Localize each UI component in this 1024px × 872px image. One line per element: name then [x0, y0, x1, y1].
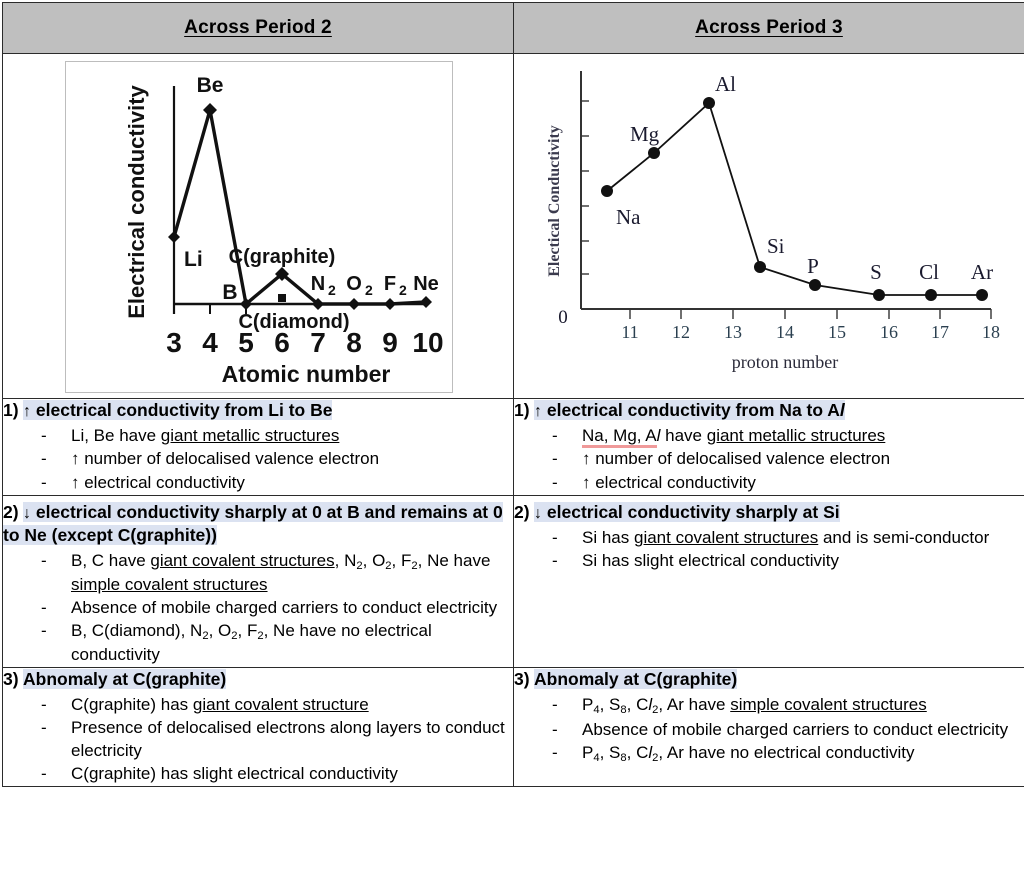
svg-text:9: 9	[382, 327, 398, 358]
bullet-text-tail: and is semi-conductor	[818, 528, 990, 548]
svg-text:Ar: Ar	[970, 260, 994, 284]
point-1-right-bullets	[514, 425, 1024, 494]
point-1-left-cell	[3, 399, 514, 496]
list-item	[514, 425, 1024, 447]
svg-text:6: 6	[274, 327, 290, 358]
svg-text:Al: Al	[715, 72, 736, 96]
svg-text:10: 10	[412, 327, 444, 358]
svg-text:Si: Si	[767, 234, 785, 258]
header-cell-period-3	[514, 3, 1024, 54]
list-item	[514, 472, 1024, 494]
svg-text:2: 2	[365, 282, 373, 298]
dash-bullet-icon: -	[552, 743, 558, 763]
period-3-chart-image-frame	[522, 60, 1018, 394]
bullet-underlined-term-2: simple covalent structures	[71, 574, 268, 594]
svg-text:12: 12	[672, 322, 690, 342]
bullet-text: have	[660, 426, 707, 446]
svg-text:4: 4	[202, 327, 218, 358]
svg-text:Electical Conductivity: Electical Conductivity	[546, 125, 563, 277]
svg-text:C(graphite): C(graphite)	[228, 246, 336, 268]
bullet-underlined-term: giant covalent structure	[192, 695, 369, 715]
svg-text:Na: Na	[616, 205, 641, 229]
list-item	[514, 527, 1024, 549]
heading-highlight	[534, 400, 845, 420]
dash-bullet-icon: -	[552, 719, 558, 739]
period-3-conductivity-chart	[523, 61, 1015, 391]
svg-text:13: 13	[724, 322, 742, 342]
point-3-right-heading	[514, 668, 1024, 691]
bullet-text: Si has	[582, 528, 634, 548]
list-item	[3, 448, 513, 470]
bullet-text: ↑ electrical conductivity	[71, 472, 245, 492]
down-arrow-icon: ↓	[23, 504, 32, 522]
svg-text:2: 2	[328, 282, 336, 298]
svg-text:P: P	[807, 254, 819, 278]
svg-text:5: 5	[238, 327, 254, 358]
dash-bullet-icon: -	[552, 472, 558, 492]
point-1-left-bullets	[3, 425, 513, 494]
chart-cell-period-2	[3, 54, 514, 399]
svg-text:Mg: Mg	[630, 122, 660, 146]
dash-bullet-icon: -	[552, 695, 558, 715]
dash-bullet-icon: -	[41, 551, 47, 571]
bullet-underlined-term: simple covalent structures	[730, 695, 927, 715]
svg-text:17: 17	[931, 322, 949, 342]
point-1-left-heading	[3, 399, 513, 422]
c-diamond-marker	[278, 294, 286, 302]
dash-bullet-icon: -	[552, 449, 558, 469]
svg-text:7: 7	[310, 327, 326, 358]
svg-text:Cl: Cl	[919, 260, 939, 284]
dash-bullet-icon: -	[41, 763, 47, 783]
list-item	[3, 597, 513, 619]
bullet-text: ↑ number of delocalised valence electron	[582, 449, 891, 469]
up-arrow-icon: ↑	[534, 403, 543, 420]
list-item: - B, C(diamond), $N_2$, $O_2$, $F_2$, Ne have no electrical conductivity	[41, 621, 432, 664]
svg-text:N: N	[310, 273, 326, 295]
bullet-text: ↑ number of delocalised valence electron	[71, 449, 380, 469]
point-2-left-cell	[3, 495, 514, 667]
heading-highlight	[534, 502, 840, 522]
svg-text:Ne: Ne	[413, 273, 439, 295]
point-2-left-heading	[3, 501, 513, 547]
spellcheck-flagged-text: Na, Mg, A	[582, 426, 657, 448]
svg-text:15: 15	[828, 322, 846, 342]
svg-text:Be: Be	[196, 74, 224, 97]
point-2-right-heading	[514, 501, 1024, 524]
point-number: 2)	[514, 501, 530, 522]
heading-text: electrical conductivity from Na to A	[542, 400, 840, 420]
point-2-right-cell	[514, 495, 1024, 667]
bullet-text: Absence of mobile charged carriers to conduct electricity	[582, 719, 1009, 739]
dash-bullet-icon: -	[41, 472, 47, 492]
svg-text:3: 3	[166, 327, 182, 358]
point-1-right-heading	[514, 399, 1024, 422]
list-item	[514, 719, 1024, 741]
period-2-chart-image-frame	[65, 61, 453, 393]
svg-text:C(diamond): C(diamond)	[238, 311, 350, 333]
svg-text:F: F	[383, 273, 397, 295]
point-3-left-heading	[3, 668, 513, 691]
list-item	[3, 694, 513, 716]
svg-text:14: 14	[776, 322, 794, 342]
svg-text:B: B	[222, 281, 238, 304]
header-cell-period-2	[3, 3, 514, 54]
list-item	[3, 763, 513, 785]
point-number: 1)	[514, 400, 530, 420]
list-item: - $P_4$, $S_8$, $Cl_2$, Ar have no electrical conductivity	[552, 743, 915, 764]
dash-bullet-icon: -	[552, 426, 558, 446]
point-2-left-bullets	[3, 550, 513, 666]
heading-text: electrical conductivity sharply at Si	[542, 501, 840, 522]
point-3-left-bullets	[3, 694, 513, 785]
point-3-left-cell	[3, 668, 514, 787]
italic-l: l	[656, 426, 661, 446]
table-chart-row	[3, 54, 1024, 399]
table-header-row	[3, 3, 1024, 54]
svg-text:Atomic number: Atomic number	[221, 361, 391, 387]
svg-text:11: 11	[621, 322, 639, 342]
point-3-right-bullets	[514, 694, 1024, 765]
table-row-3	[3, 668, 1024, 787]
period-2-conductivity-chart	[66, 62, 450, 390]
heading-text: electrical conductivity sharply at 0 at B and remains at 0 to Ne (except C(graphite))	[3, 501, 503, 546]
bullet-text: ↑ electrical conductivity	[582, 472, 756, 492]
svg-text:8: 8	[346, 327, 362, 358]
bullet-text: Li, Be have	[71, 426, 161, 446]
comparison-table	[2, 2, 1024, 787]
heading-highlight: Abnomaly at C(graphite)	[23, 669, 227, 690]
point-1-right-cell	[514, 399, 1024, 496]
header-label-period-2: Across Period 2	[184, 17, 332, 38]
dash-bullet-icon: -	[552, 528, 558, 548]
bullet-underlined-term: giant metallic structures	[160, 426, 340, 446]
svg-text:O: O	[346, 273, 362, 295]
table-row-2	[3, 495, 1024, 667]
origin-zero-label: 0	[558, 307, 568, 328]
bullet-text: C(graphite) has	[71, 695, 193, 715]
svg-text:proton number: proton number	[731, 352, 839, 372]
heading-italic-l: l	[839, 400, 845, 420]
list-item	[514, 550, 1024, 572]
bullet-underlined-term: giant covalent structures	[633, 528, 819, 548]
svg-text:2: 2	[399, 282, 407, 298]
list-item: - B, C have giant covalent structures, $N_2$, $O_2$, $F_2$, Ne have simple covalent structures	[41, 551, 491, 594]
svg-text:Li: Li	[184, 248, 203, 271]
bullet-text: Si has slight electrical conductivity	[582, 551, 840, 571]
point-number: 3)	[3, 669, 19, 690]
point-number: 2)	[3, 501, 19, 522]
heading-text: electrical conductivity from Li to Be	[31, 400, 333, 420]
dash-bullet-icon: -	[41, 718, 47, 738]
dash-bullet-icon: -	[41, 597, 47, 617]
svg-text:16: 16	[880, 322, 898, 342]
svg-text:Electrical conductivity: Electrical conductivity	[124, 85, 149, 319]
bullet-text: Presence of delocalised electrons along layers to conduct electricity	[71, 718, 505, 760]
point-number: 1)	[3, 400, 19, 420]
list-item	[3, 472, 513, 494]
dash-bullet-icon: -	[41, 695, 47, 715]
up-arrow-icon: ↑	[23, 403, 32, 420]
bullet-underlined-term: giant metallic structures	[706, 426, 886, 446]
dash-bullet-icon: -	[552, 551, 558, 571]
dash-bullet-icon: -	[41, 449, 47, 469]
table-row-1	[3, 399, 1024, 496]
down-arrow-icon: ↓	[534, 504, 543, 522]
dash-bullet-icon: -	[41, 426, 47, 446]
bullet-underlined-term: giant covalent structures	[150, 551, 335, 571]
svg-text:S: S	[870, 260, 882, 284]
heading-highlight: Abnomaly at C(graphite)	[534, 669, 738, 690]
header-label-period-3: Across Period 3	[695, 17, 843, 38]
point-3-right-cell	[514, 668, 1024, 787]
list-item	[514, 448, 1024, 470]
dash-bullet-icon: -	[41, 621, 47, 641]
bullet-text: Absence of mobile charged carriers to conduct electricity	[71, 597, 498, 617]
list-item	[3, 717, 513, 762]
chart-cell-period-3	[514, 54, 1024, 399]
heading-highlight	[3, 502, 503, 545]
point-2-right-bullets	[514, 527, 1024, 573]
heading-highlight	[23, 400, 332, 420]
point-number: 3)	[514, 669, 530, 690]
svg-text:18: 18	[982, 322, 1000, 342]
list-item	[3, 425, 513, 447]
bullet-text: C(graphite) has slight electrical conductivity	[71, 763, 398, 783]
list-item: - $P_4$, $S_8$, $Cl_2$, Ar have simple covalent structures	[552, 695, 927, 717]
